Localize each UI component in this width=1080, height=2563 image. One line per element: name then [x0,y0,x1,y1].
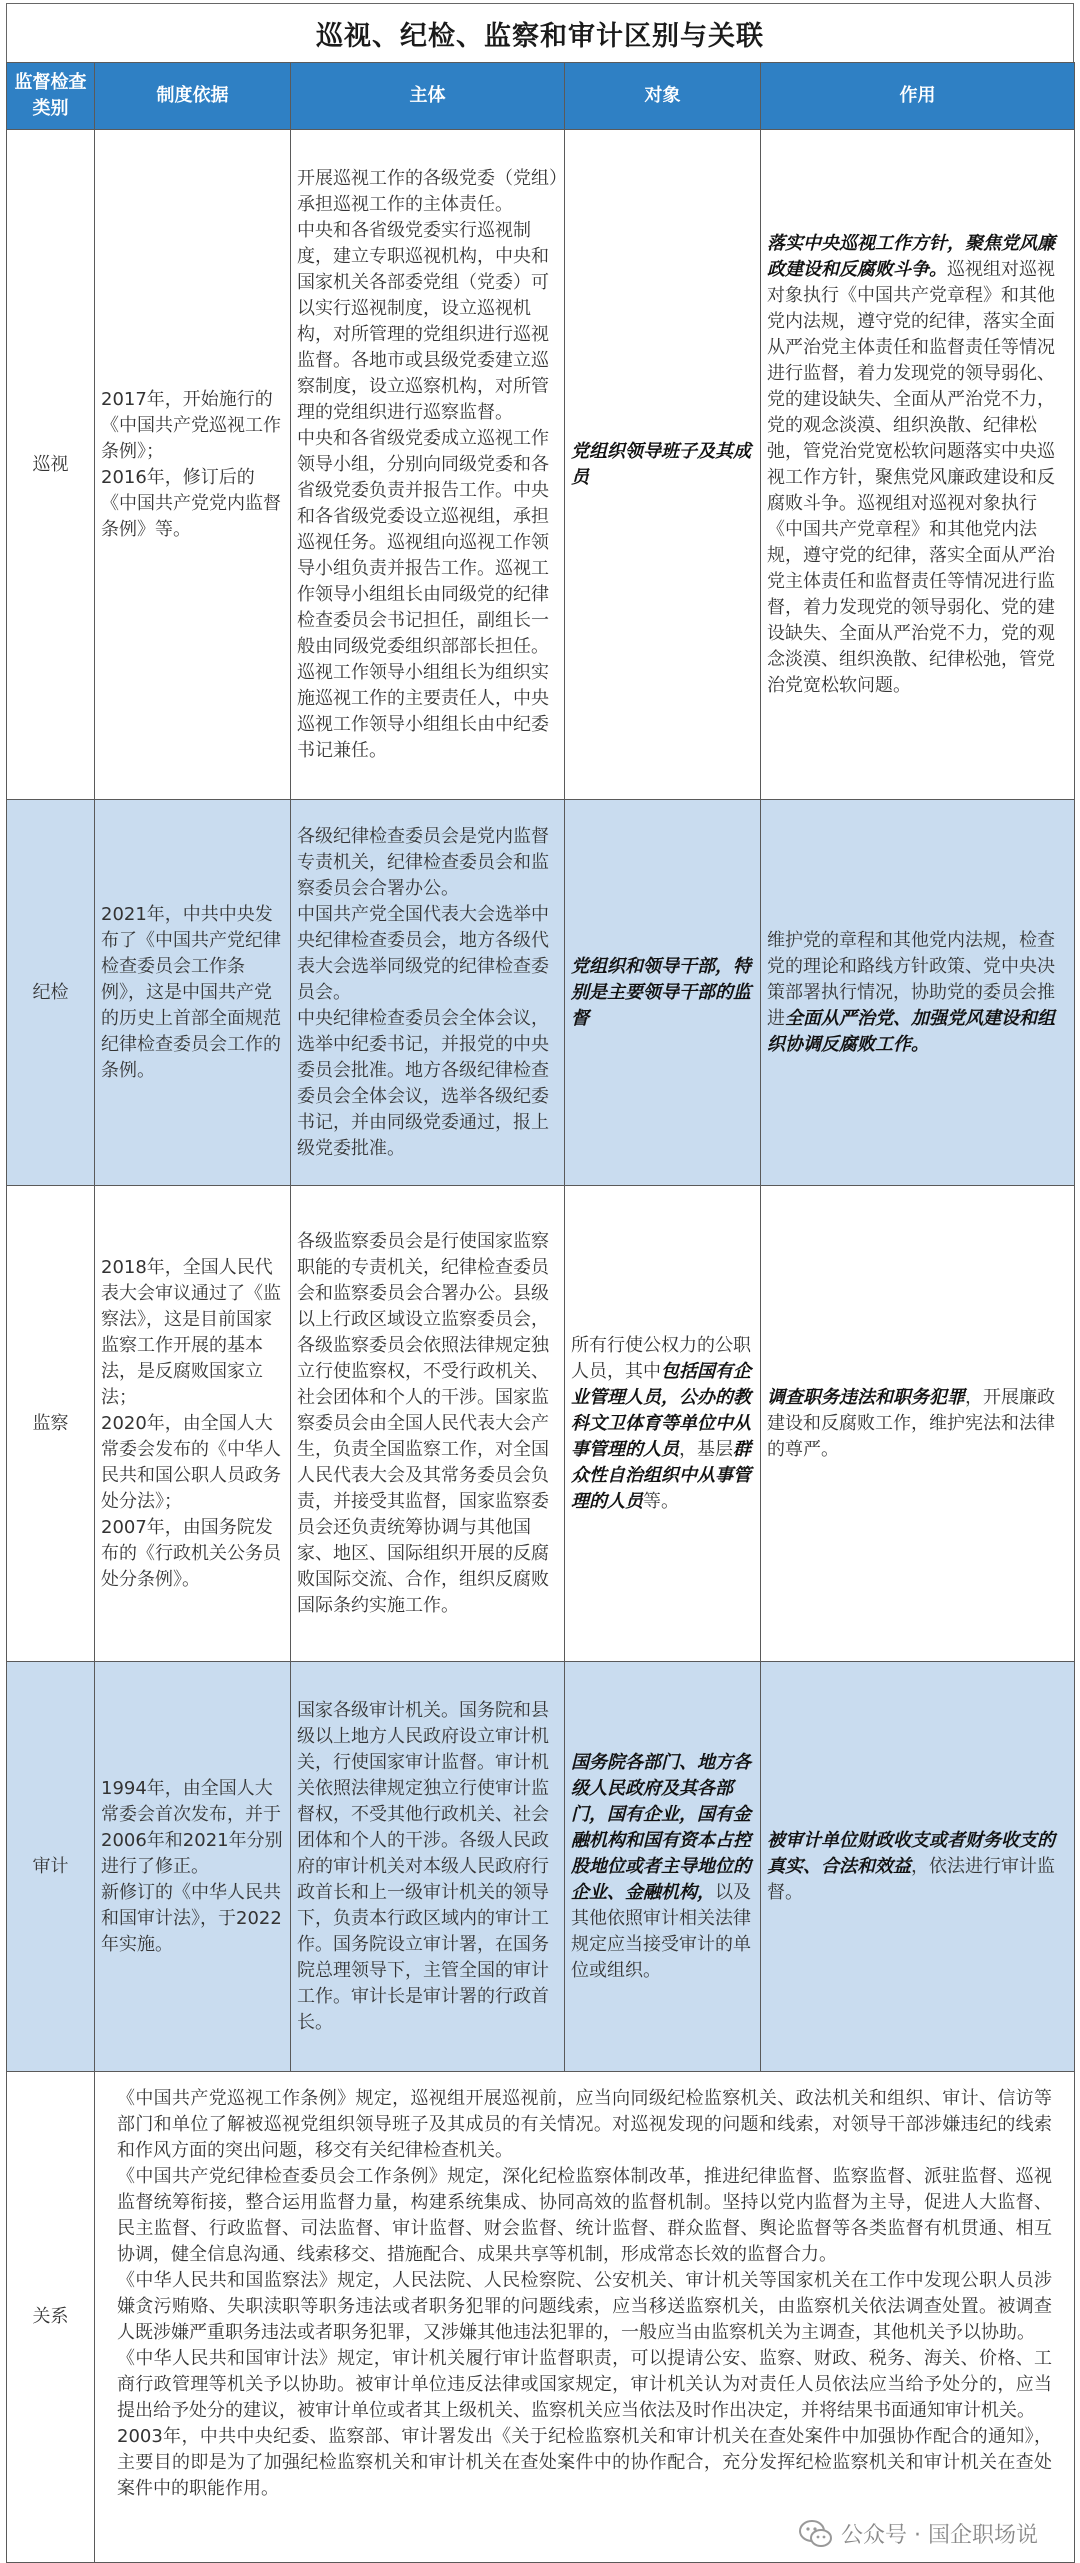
object-emphasis: 国务院各部门、地方各级人民政府及其各部门，国有企业，国有金融机构和国有资本占控股地位或者主导地位的企业、金融机构， [571,1751,751,1903]
object-cell [565,130,761,800]
role-text: 巡视组对巡视对象执行《中国共产党章程》和其他党内法规，遵守党的纪律，落实全面从严治党主体责任和监督责任等情况进行监督，着力发现党的领导弱化、党的建设缺失、全面从严治党不力，党的观念淡漠、组织涣散、纪律松弛，管党治党宽松软问题落实中央巡视工作方针，聚焦党风廉政建设和反腐败斗争。巡视组对巡视对象执行《中国共产党章程》和其他党内法规，遵守党的纪律，落实全面从严治党主体责任和监督责任等情况进行监督，着力发现党的领导弱化、党的建设缺失、全面从严治党不力，党的观念淡漠、组织涣散、纪律松弛，管党治党宽松软问题。 [767,258,1055,696]
object-emphasis: 包括国有企业管理人员，公办的教科文卫体育等单位中从事管理的人员 [571,1360,751,1460]
header-basis: 制度依据 [95,63,291,130]
object-text: 等。 [643,1490,679,1512]
subject-text: 开展巡视工作的各级党委（党组）承担巡视工作的主体责任。 中央和各省级党委实行巡视制度，建立专职巡视机构，中央和国家机关各部委党组（党委）可以实行巡视制度，设立巡视机构，对所管理的党组织进行巡视监督。各地市或县级党委建立巡察制度，设立巡察机构，对所管理的党组织进行巡察监督。 中央和各省级党委成立巡视工作领导小组，分别向同级党委和各省级党委负责并报告工作。中央和各省级党委设立巡视组，承担巡视任务。巡视组向巡视工作领导小组负责并报告工作。巡视工作领导小组组长由同级党的纪律检查委员会书记担任，副组长一般由同级党委组织部部长担任。巡视工作领导小组组长为组织实施巡视工作的主要责任人，中央巡视工作领导小组组长由中纪委书记兼任。 [297,167,558,761]
subject-cell [291,1662,565,2072]
object-text-mid: ，基层 [679,1438,733,1460]
relation-paragraph: 《中华人民共和国审计法》规定，审计机关履行审计监督职责，可以提请公安、监察、财政、税务、海关、价格、工商行政管理等机关予以协助。被审计单位违反法律或国家规定，审计机关认为对责任人员依法应当给予处分的，应当提出给予处分的建议，被审计单位或者其上级机关、监察机关应当依法及时作出决定，并将结果书面通知审计机关。 [117,2348,1052,2421]
role-text: ，依法进行审计监督。 [767,1855,1055,1903]
role-text: ，开展廉政建设和反腐败工作，维护宪法和法律的尊严。 [767,1386,1055,1460]
role-cell [761,130,1075,800]
role-emphasis: 调查职务违法和职务犯罪 [767,1386,965,1408]
object-cell [565,800,761,1186]
table-row-audit [7,1662,1075,2072]
basis-text: 2021年，中共中央发布了《中国共产党纪律检查委员会工作条例》，这是中国共产党的历史上首部全面规范纪律检查委员会工作的条例。 [101,903,281,1081]
subject-cell [291,1186,565,1662]
object-emphasis: 党组织和领导干部，特别是主要领导干部的监督 [571,955,751,1029]
object-cell [565,1186,761,1662]
object-text: 以及其他依照审计相关法律规定应当接受审计的单位或组织。 [571,1881,751,1981]
header-object: 对象 [565,63,761,130]
relation-cell [95,2072,1075,2563]
comparison-table [6,62,1075,2563]
object-emphasis: 党组织领导班子及其成员 [571,440,751,488]
subject-cell [291,130,565,800]
wechat-icon [799,2519,833,2549]
relation-paragraph: 《中国共产党巡视工作条例》规定，巡视组开展巡视前，应当向同级纪检监察机关、政法机关和组织、审计、信访等部门和单位了解被巡视党组织领导班子及其成员的有关情况。对巡视发现的问题和线索，对领导干部涉嫌违纪的线索和作风方面的突出问题，移交有关纪律检查机关。 [117,2088,1052,2161]
category-cell: 关系 [7,2072,95,2563]
object-text-pre: 所有行使公权力的公职人员，其中 [571,1334,751,1382]
basis-text: 2018年，全国人民代表大会审议通过了《监察法》，这是目前国家监察工作开展的基本法，是反腐败国家立法； 2020年，由全国人大常委会发布的《中华人民共和国公职人员政务处分法》； 2007年，由国务院发布的《行政机关公务员处分条例》。 [101,1256,281,1590]
watermark-text: 公众号 · 国企职场说 [841,2523,1038,2548]
watermark [799,2518,1038,2549]
role-cell [761,800,1075,1186]
basis-cell [95,1662,291,2072]
table-row-supervision [7,1186,1075,1662]
table-row-inspection [7,130,1075,800]
category-cell: 监察 [7,1186,95,1662]
object-emphasis-2: 群众性自治组织中从事管理的人员 [571,1438,751,1512]
role-cell [761,1662,1075,2072]
relation-paragraph: 《中华人民共和国监察法》规定，人民法院、人民检察院、公安机关、审计机关等国家机关在工作中发现公职人员涉嫌贪污贿赂、失职渎职等职务违法或者职务犯罪的问题线索，应当移送监察机关，由监察机关依法调查处置。被调查人既涉嫌严重职务违法或者职务犯罪，又涉嫌其他违法犯罪的，一般应当由监察机关为主调查，其他机关予以协助。 [117,2270,1052,2343]
basis-cell [95,1186,291,1662]
role-emphasis: 落实中央巡视工作方针，聚焦党风廉政建设和反腐败斗争。 [767,232,1055,280]
role-text-pre: 维护党的章程和其他党内法规，检查党的理论和路线方针政策、党中央决策部署执行情况，协助党的委员会推进 [767,929,1055,1029]
basis-text: 2017年，开始施行的《中国共产党巡视工作条例》； 2016年，修订后的《中国共产党党内监督条例》等。 [101,388,281,540]
role-emphasis: 被审计单位财政收支或者财务收支的真实、合法和效益 [767,1829,1055,1877]
category-cell: 审计 [7,1662,95,2072]
subject-text: 各级监察委员会是行使国家监察职能的专责机关，纪律检查委员会和监察委员会合署办公。县级以上行政区域设立监察委员会，各级监察委员会依照法律规定独立行使监察权，不受行政机关、社会团体和个人的干涉。国家监察委员会由全国人民代表大会产生，负责全国监察工作，对全国人民代表大会及其常务委员会负责，并接受其监督，国家监察委员会还负责统筹协调与其他国家、地区、国际组织开展的反腐败国际交流、合作，组织反腐败国际条约实施工作。 [297,1230,549,1616]
page-title: 巡视、纪检、监察和审计区别与关联 [6,3,1074,62]
table-header-row [7,63,1075,130]
subject-cell [291,800,565,1186]
header-category: 监督检查类别 [7,63,95,130]
basis-text: 1994年，由全国人大常委会首次发布，并于2006年和2021年分别进行了修正。 新修订的《中华人民共和国审计法》，于2022年实施。 [101,1777,283,1955]
table-row-discipline [7,800,1075,1186]
role-cell [761,1186,1075,1662]
object-cell [565,1662,761,2072]
basis-cell [95,800,291,1186]
relation-text [117,2086,1052,2502]
relation-paragraph: 《中国共产党纪律检查委员会工作条例》规定，深化纪检监察体制改革，推进纪律监督、监察监督、派驻监督、巡视监督统筹衔接，整合运用监督力量，构建系统集成、协同高效的监督机制。坚持以党内监督为主导，促进人大监督、民主监督、行政监督、司法监督、审计监督、财会监督、统计监督、群众监督、舆论监督等各类监督有机贯通、相互协调，健全信息沟通、线索移交、措施配合、成果共享等机制，形成常态长效的监督合力。 [117,2166,1052,2265]
subject-text: 各级纪律检查委员会是党内监督专责机关，纪律检查委员会和监察委员会合署办公。 中国共产党全国代表大会选举中央纪律检查委员会，地方各级代表大会选举同级党的纪律检查委员会。 中央纪律检查委员会全体会议，选举中纪委书记，并报党的中央委员会批准。地方各级纪律检查委员会全体会议，选举各级纪委书记，并由同级党委通过，报上级党委批准。 [297,825,549,1159]
header-role: 作用 [761,63,1075,130]
category-cell: 纪检 [7,800,95,1186]
role-emphasis: 全面从严治党、加强党风建设和组织协调反腐败工作。 [767,1007,1055,1055]
basis-cell [95,130,291,800]
category-cell: 巡视 [7,130,95,800]
table-row-relation [7,2072,1075,2563]
document [6,3,1074,2563]
header-subject: 主体 [291,63,565,130]
subject-text: 国家各级审计机关。国务院和县级以上地方人民政府设立审计机关，行使国家审计监督。审计机关依照法律规定独立行使审计监督权，不受其他行政机关、社会团体和个人的干涉。各级人民政府的审计机关对本级人民政府行政首长和上一级审计机关的领导下，负责本行政区域内的审计工作。国务院设立审计署，在国务院总理领导下，主管全国的审计工作。审计长是审计署的行政首长。 [297,1699,549,2033]
relation-paragraph: 2003年，中共中央纪委、监察部、审计署发出《关于纪检监察机关和审计机关在查处案件中加强协作配合的通知》，主要目的即是为了加强纪检监察机关和审计机关在查处案件中的协作配合，充分发挥纪检监察机关和审计机关在查处案件中的职能作用。 [117,2426,1052,2499]
